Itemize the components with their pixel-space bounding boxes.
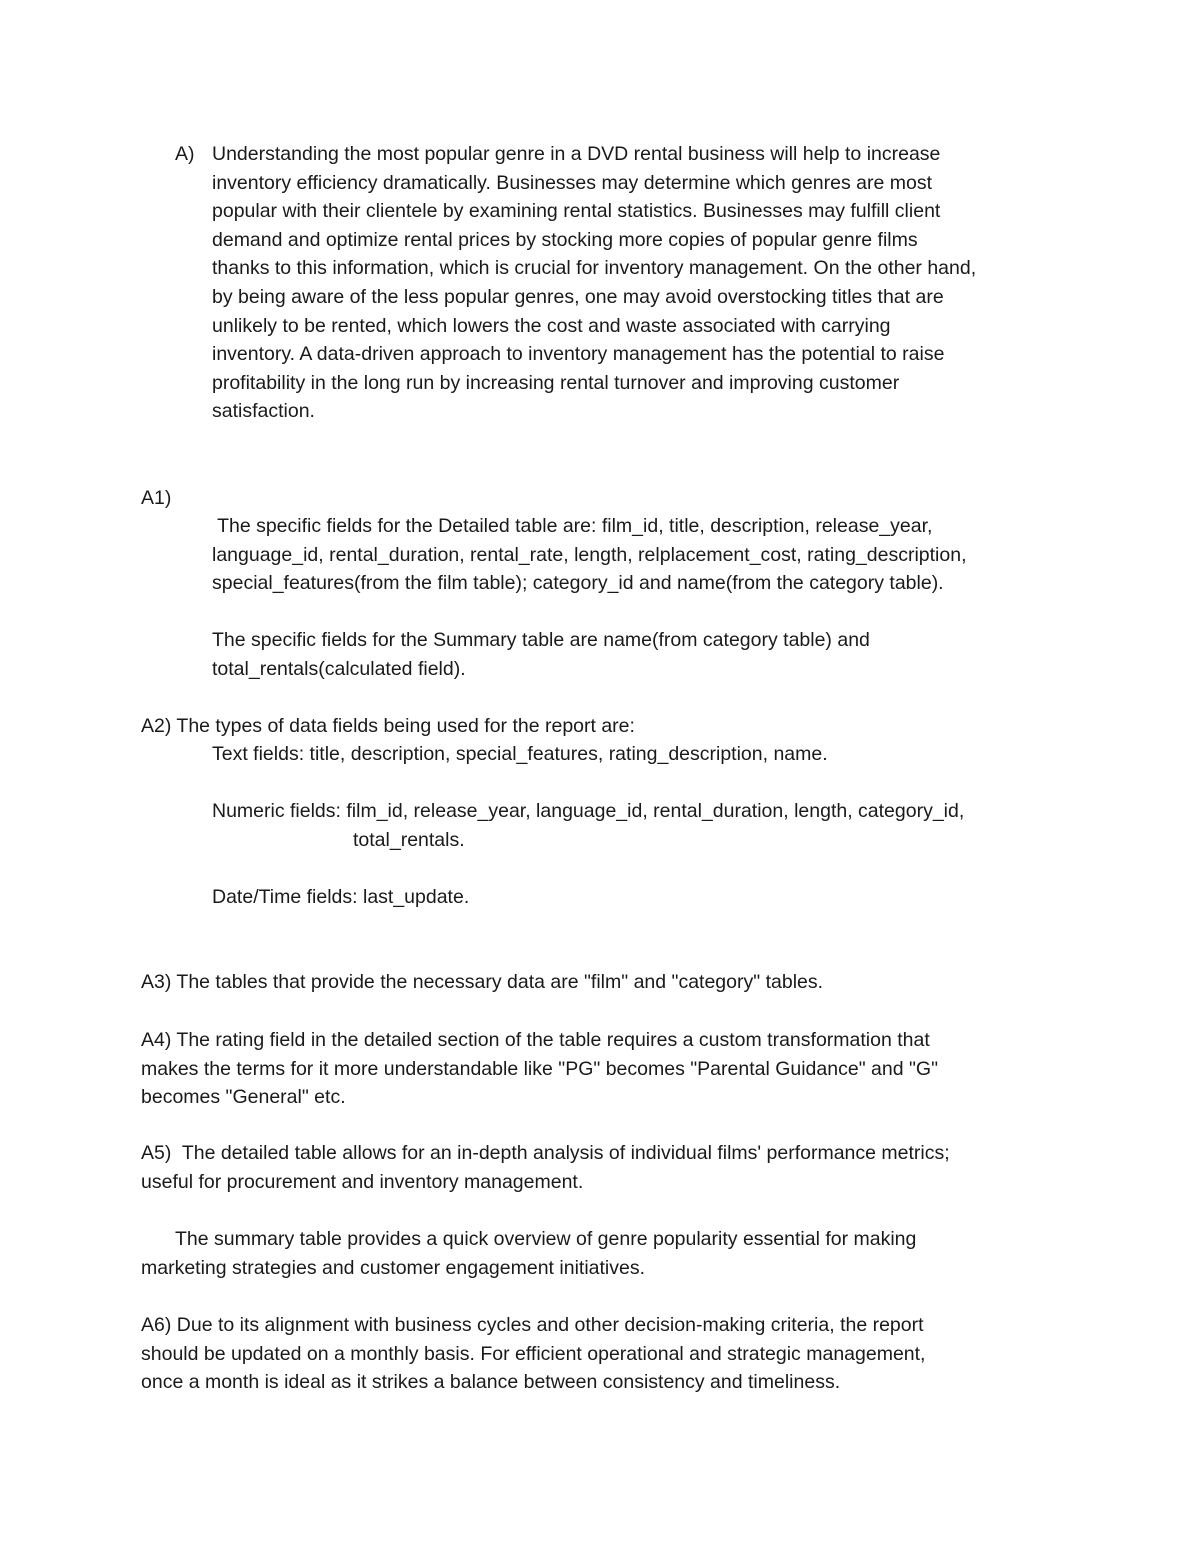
section-a2-datetime-fields: Date/Time fields: last_update. xyxy=(212,886,470,908)
section-a3-paragraph: A3) The tables that provide the necessary data are "film" and "category" tables. xyxy=(141,971,824,993)
section-a5-line: A5) The detailed table allows for an in-depth analysis of individual films' performance metrics; xyxy=(141,1142,950,1164)
section-a1-line: The specific fields for the Summary table are name(from category table) and xyxy=(212,629,870,651)
section-a-line: unlikely to be rented, which lowers the cost and waste associated with carrying xyxy=(212,314,891,337)
section-a-line: Understanding the most popular genre in a DVD rental business will help to increase xyxy=(212,143,941,165)
section-a1-line: special_features(from the film table); category_id and name(from the category table). xyxy=(212,572,944,595)
section-a4-line: makes the terms for it more understandable like "PG" becomes "Parental Guidance" and "G" xyxy=(141,1057,938,1080)
section-a-line: profitability in the long run by increasing rental turnover and improving customer xyxy=(212,371,900,394)
section-a-line: by being aware of the less popular genres, one may avoid overstocking titles that are xyxy=(212,285,944,308)
section-a6-paragraph xyxy=(141,1311,1101,1397)
section-a2-numeric-fields: Numeric fields: film_id, release_year, language_id, rental_duration, length, category_id, xyxy=(212,800,965,822)
section-a-line: satisfaction. xyxy=(212,400,315,423)
section-a5-paragraph xyxy=(141,1139,1101,1196)
section-a1-line: The specific fields for the Detailed table are: film_id, title, description, release_year, xyxy=(212,515,933,537)
section-a6-line: once a month is ideal as it strikes a balance between consistency and timeliness. xyxy=(141,1371,841,1394)
section-a1-marker: A1) xyxy=(141,487,172,509)
section-a2-heading: A2) The types of data fields being used for the report are: xyxy=(141,715,635,737)
section-a6-line: A6) Due to its alignment with business cycles and other decision-making criteria, the report xyxy=(141,1314,924,1336)
section-a-marker: A) xyxy=(175,143,195,165)
section-a4-line: becomes "General" etc. xyxy=(141,1086,346,1109)
section-a1-summary-paragraph xyxy=(212,626,1112,683)
section-a6-line: should be updated on a monthly basis. For efficient operational and strategic management, xyxy=(141,1342,926,1365)
section-a-line: inventory efficiency dramatically. Businesses may determine which genres are most xyxy=(212,171,933,194)
section-a2-numeric-fields-continued: total_rentals. xyxy=(353,829,465,851)
section-a4-paragraph xyxy=(141,1026,1101,1112)
section-a1-line: total_rentals(calculated field). xyxy=(212,657,466,680)
section-a-line: popular with their clientele by examining rental statistics. Businesses may fulfill client xyxy=(212,200,941,223)
section-a4-line: A4) The rating field in the detailed section of the table requires a custom transformation that xyxy=(141,1029,930,1051)
section-a1-detailed-paragraph xyxy=(212,512,1112,598)
section-a5-summary-paragraph xyxy=(141,1225,1101,1282)
section-a5-summary-line: marketing strategies and customer engagement initiatives. xyxy=(141,1256,646,1279)
section-a1-line: language_id, rental_duration, rental_rate, length, relplacement_cost, rating_description, xyxy=(212,543,967,566)
section-a-line: inventory. A data-driven approach to inventory management has the potential to raise xyxy=(212,343,945,366)
section-a-line: thanks to this information, which is crucial for inventory management. On the other hand, xyxy=(212,257,977,280)
section-a5-summary-line: The summary table provides a quick overview of genre popularity essential for making xyxy=(175,1228,917,1250)
section-a5-line: useful for procurement and inventory management. xyxy=(141,1170,584,1193)
section-a-paragraph xyxy=(212,140,1112,426)
section-a2-text-fields: Text fields: title, description, special_features, rating_description, name. xyxy=(212,743,828,765)
section-a-line: demand and optimize rental prices by stocking more copies of popular genre films xyxy=(212,228,918,251)
